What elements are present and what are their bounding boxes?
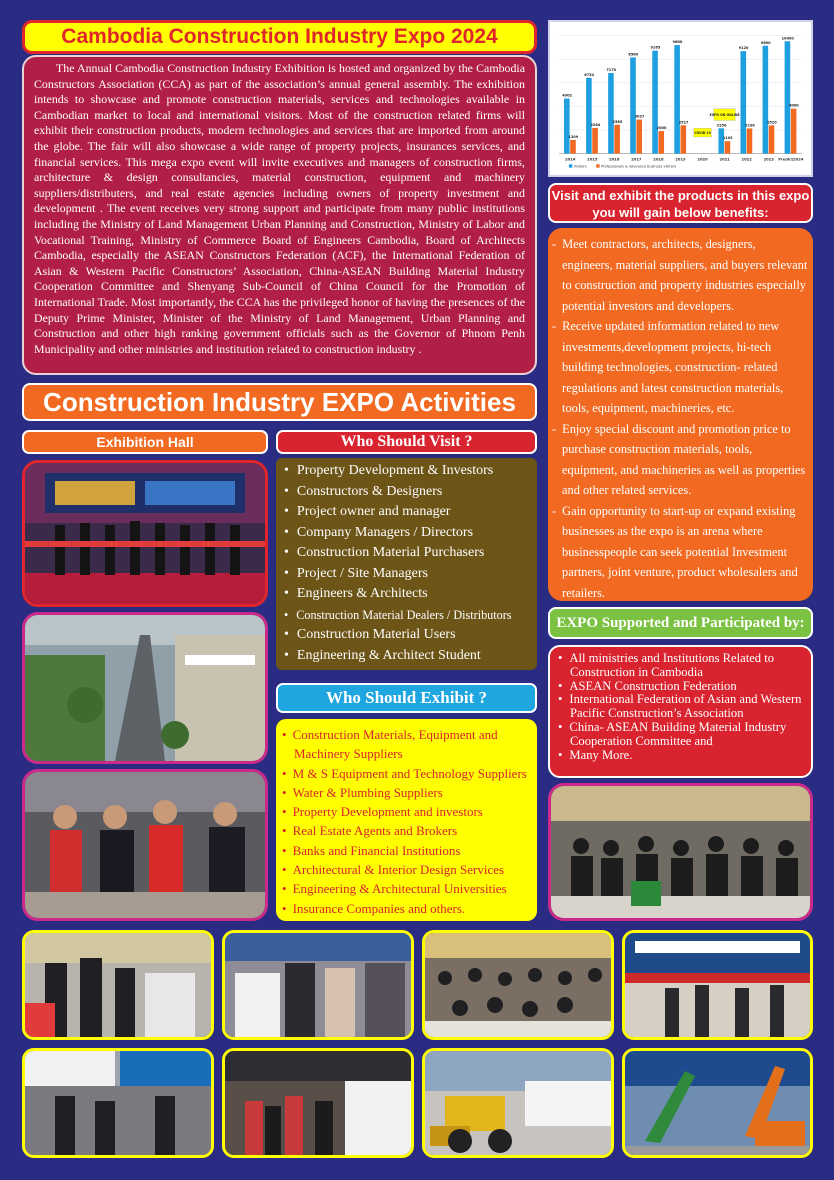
conference-audience-photo xyxy=(548,783,813,921)
chart-data-label: 10000 xyxy=(781,36,794,41)
exhibitor-item: • Banks and Financial Institutions xyxy=(282,841,537,860)
chart-tick-label: Predict2024 xyxy=(778,157,804,162)
who-should-exhibit-header: Who Should Exhibit ? xyxy=(276,683,537,713)
who-should-visit-header: Who Should Visit ? xyxy=(276,430,537,454)
chart-bar xyxy=(785,41,791,153)
chart-data-label: 9600 xyxy=(760,40,771,45)
wheel-loader-photo xyxy=(422,1048,614,1158)
who-should-exhibit-list xyxy=(276,719,537,921)
officials-visit-photo xyxy=(22,769,268,921)
chart-bar xyxy=(658,131,664,153)
benefits-title-line1: Visit and exhibit the products in this expo xyxy=(551,188,810,203)
chart-data-label: 9660 xyxy=(672,40,683,45)
exhibition-hall-label: Exhibition Hall xyxy=(22,430,268,454)
seminar-crowd-photo xyxy=(422,930,614,1040)
benefits-title-line2: you will gain below benefits: xyxy=(592,205,769,220)
chart-annotation: EXPO ON ONLINE xyxy=(709,113,740,118)
chart-data-label: 9120 xyxy=(738,46,749,51)
benefit-item: - Gain opportunity to start-up or expand existing businesses as the expo is an arena where businesspeople can seek potential Investment partners, joint venture, product wholesalers and retailers. xyxy=(552,501,809,604)
benefit-item: - Enjoy special discount and promotion price to purchase construction materials, tools, equipment, and machineries as well as properties and other related services. xyxy=(552,419,809,501)
visitor-item: • Construction Material Purchasers xyxy=(284,543,537,564)
visitor-item: • Construction Material Dealers / Distributors xyxy=(284,605,537,626)
visitor-item: • Constructors & Designers xyxy=(284,482,537,503)
exhibitor-item: • Property Development and investors xyxy=(282,802,537,821)
chart-legend-swatch xyxy=(569,164,572,167)
chart-bar xyxy=(741,51,747,153)
chart-data-label: 4000 xyxy=(789,103,799,108)
visitor-item: • Engineers & Architects xyxy=(284,584,537,605)
visitor-item: • Engineering & Architect Student xyxy=(284,646,537,667)
chart-bar xyxy=(614,125,620,154)
chart-bar xyxy=(763,46,769,154)
chart-tick-label: 2014 xyxy=(565,157,576,162)
exhibitor-item: • M & S Equipment and Technology Suppliers xyxy=(282,764,537,783)
chart-tick-label: 2015 xyxy=(587,157,598,162)
excavator-display-photo xyxy=(622,1048,813,1158)
exhibitor-item: • Insurance Companies and others. xyxy=(282,899,537,918)
chart-data-label: 8560 xyxy=(628,52,639,57)
chart-bar xyxy=(791,109,797,154)
visitor-item: • Property Development & Investors xyxy=(284,461,537,482)
chart-bar xyxy=(652,51,658,154)
visitor-item: • Construction Material Users xyxy=(284,625,537,646)
chart-tick-label: 2019 xyxy=(675,157,686,162)
supporter-item: • Many More. xyxy=(558,749,805,763)
chart-data-label: 2250 xyxy=(716,123,727,128)
chart-tick-label: 2021 xyxy=(719,157,730,162)
chart-svg xyxy=(550,22,811,175)
benefit-item: - Meet contractors, architects, designers, engineers, material suppliers, and buyers relevant to construction and property industries especially potential investors and developers. xyxy=(552,234,809,316)
intro-description xyxy=(22,55,537,375)
who-should-visit-list xyxy=(276,458,537,670)
supported-list xyxy=(548,645,813,778)
activities-banner: Construction Industry EXPO Activities xyxy=(22,383,537,421)
expo-title-banner: Cambodia Construction Industry Expo 2024 xyxy=(22,20,537,54)
exhibitor-item: • Construction Materials, Equipment and Machinery Suppliers xyxy=(282,725,537,764)
booth-visit-photo xyxy=(22,930,214,1040)
benefit-item: - Receive updated information related to new investments,development projects, hi-tech building technologies, construction- related regulations and latest construction materials, tools, equipment, machineries, etc. xyxy=(552,316,809,419)
chart-data-label: 9165 xyxy=(650,45,661,50)
chart-bar xyxy=(725,141,731,153)
chart-data-label: 2284 xyxy=(590,122,601,127)
supporter-item: • International Federation of Asian and Western Pacific Construction’s Association xyxy=(558,693,805,721)
chart-tick-label: 2016 xyxy=(609,157,620,162)
chart-bar xyxy=(592,128,598,154)
chart-bar xyxy=(718,128,724,153)
chart-tick-label: 2017 xyxy=(631,157,642,162)
benefits-list xyxy=(548,228,813,601)
exhibitor-item: • Architectural & Interior Design Services xyxy=(282,860,537,879)
visitor-item: • Project / Site Managers xyxy=(284,564,537,585)
visitor-item: • Project owner and manager xyxy=(284,502,537,523)
chart-legend-swatch xyxy=(596,164,599,167)
chart-legend-label: Visitors xyxy=(573,164,587,169)
supported-header: EXPO Supported and Participated by: xyxy=(548,607,813,639)
visitors-bar-chart xyxy=(548,20,813,177)
chart-data-label: 6734 xyxy=(584,72,595,77)
chart-data-label: 2510 xyxy=(766,120,777,125)
chart-data-label: 1209 xyxy=(568,135,579,140)
supporter-item: • All ministries and Institutions Related to Construction in Cambodia xyxy=(558,652,805,680)
chart-data-label: 2000 xyxy=(656,126,667,131)
street-aerial-photo xyxy=(22,612,268,764)
exhibitor-item: • Engineering & Architectural Universities xyxy=(282,879,537,898)
chart-data-label: 4902 xyxy=(562,93,572,98)
intro-paragraph: The Annual Cambodia Construction Industry Exhibition is hosted and organized by the Cambodia Constructors Association (CCA) as part of the association’s annual general assembly. The exhibition intends to showcase and promote construction materials, services and technologies available in Cambodian market to local and international visitors. Most of the construction related firms will exhibit their construction products, modern technologies and services that are imported from around the globe. The fair will also showcase a wide range of property projects, insurances services, and financial services. This mega expo event will invite executives and managers of construction firms, architecture & design consultancies, material construction, equipment and machinery suppliers/distributers, and real estate agencies including owners of property investment and development . The event receives very strong support and participate from many public institutions including the Ministry of Land Management Urban Planning and Construction, Ministry of Labor and Vocational Training, Ministry of Commerce Board of Engineers Cambodia, Board of Architects Cambodia, especially the ASEAN Constructors Federation (ACF), the International Federation of Asian & Western Pacific Constructors’ Association, China-ASEAN Building Material Industry Cooperation Committee and Shenyang Sub-Council of China Council for the Promotion of International Trade. Most importantly, the CCA has the privileged honor of having the presences of the Deputy Prime Minister, Minister of the Ministry of Land Management, Urban Planning and Construction and other high ranking government officials such as the Governor of Phnom Penh Municipality and other ministries and institution related to construction industry . xyxy=(34,61,525,356)
chart-data-label: 7170 xyxy=(606,68,617,73)
chart-legend-label: Professionals & relevance business visitors xyxy=(601,164,677,169)
chart-bar xyxy=(769,125,775,153)
chart-data-label: 2236 xyxy=(744,123,755,128)
supporter-item: • ASEAN Construction Federation xyxy=(558,680,805,694)
chart-bar xyxy=(681,125,687,153)
chart-bar xyxy=(608,73,614,154)
chart-data-label: 1103 xyxy=(722,136,733,141)
chart-tick-label: 2020 xyxy=(697,157,708,162)
chart-tick-label: 2022 xyxy=(741,157,752,162)
hall-entrance-photo xyxy=(622,930,813,1040)
chart-bar xyxy=(586,78,592,154)
chart-bar xyxy=(674,45,680,153)
chart-bar xyxy=(570,140,576,154)
chart-data-label: 2565 xyxy=(612,119,623,124)
chart-data-label: 2517 xyxy=(678,120,689,125)
tile-booth-photo xyxy=(222,930,414,1040)
benefits-header xyxy=(548,183,813,223)
chart-bar xyxy=(630,57,636,153)
chart-data-label: 3027 xyxy=(634,114,645,119)
supporter-item: • China- ASEAN Building Material Industry Cooperation Committee and xyxy=(558,721,805,749)
chart-bar xyxy=(747,128,753,153)
chart-tick-label: 2018 xyxy=(653,157,664,162)
chart-annotation: COVID 19 xyxy=(694,131,711,136)
chart-bar xyxy=(636,120,642,154)
chart-tick-label: 2023 xyxy=(763,157,774,162)
booth-signs-photo xyxy=(22,1048,214,1158)
visitor-item: • Company Managers / Directors xyxy=(284,523,537,544)
exhibitor-item: • Water & Plumbing Suppliers xyxy=(282,783,537,802)
expo-crowd-photo xyxy=(222,1048,414,1158)
exhibitor-item: • Real Estate Agents and Brokers xyxy=(282,821,537,840)
opening-ceremony-photo xyxy=(22,460,268,607)
chart-bar xyxy=(564,99,570,154)
